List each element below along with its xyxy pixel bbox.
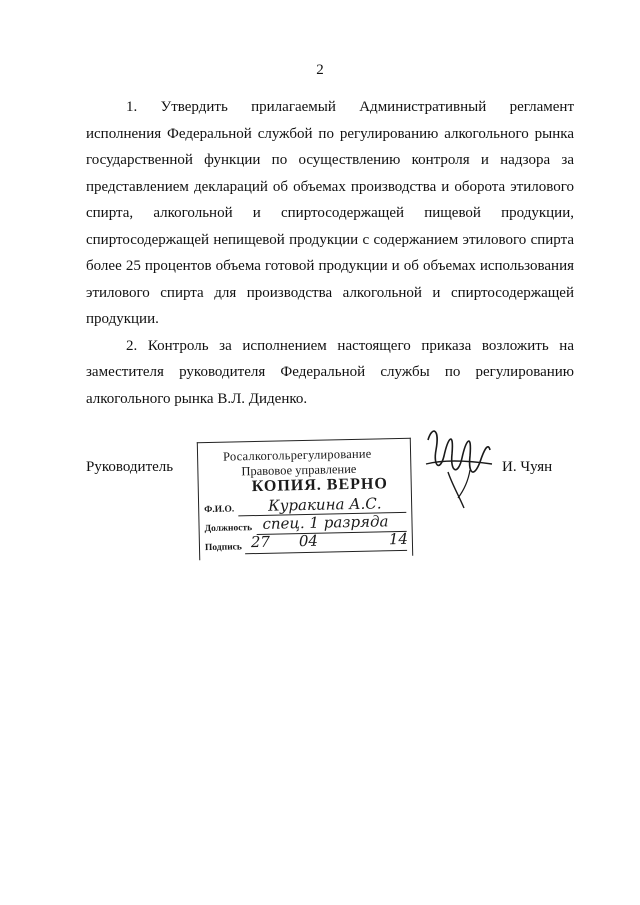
stamp-date-day: 27 — [250, 532, 271, 552]
paragraph-1: 1. Утвердить прилагаемый Административный регламент исполнения Федеральной службой по регулированию алкогольного рынка государственной функции по осуществлению контроля и надзора за представлением деклараций об объемах производства и оборота этилового спирта, алкогольной и спиртосодержащей пищевой продукции, спиртосодержащей непищевой продукции с содержанием этилового спирта более 25 процентов объема готовой продукции и об объемах использования этилового спирта для производства алкогольной и спиртосодержащей продукции. — [86, 99, 574, 327]
stamp-date-year: 14 — [388, 529, 409, 549]
document-body — [86, 94, 574, 412]
stamp-position-row — [205, 523, 253, 534]
stamp-organization: Росалкогольрегулирование — [222, 446, 372, 464]
stamp-date-month: 04 — [298, 531, 319, 551]
stamp-fio-row — [204, 504, 234, 515]
stamp-position-handwritten: спец. 1 разряда — [262, 512, 389, 533]
stamp-position-label: Должность — [204, 523, 253, 535]
stamp-department: Правовое управление — [241, 461, 357, 479]
stamp-signature-label: Подпись — [204, 542, 242, 554]
stamp-fio-handwritten: Куракина А.С. — [267, 494, 382, 515]
signer-name: И. Чуян — [502, 459, 553, 475]
paragraph-2: 2. Контроль за исполнением настоящего приказа возложить на заместителя руководителя Федеральной службы по регулированию алкогольного рынка В.Л. Диденко. — [86, 337, 574, 407]
stamp-title: КОПИЯ. ВЕРНО — [251, 475, 388, 496]
stamp-signature-row — [205, 542, 242, 553]
stamp-fio-label: Ф.И.О. — [204, 504, 235, 516]
certified-copy-stamp — [197, 438, 413, 560]
page-number: 2 — [316, 62, 324, 78]
handwritten-signature — [418, 420, 498, 512]
signer-position: Руководитель — [86, 459, 174, 475]
